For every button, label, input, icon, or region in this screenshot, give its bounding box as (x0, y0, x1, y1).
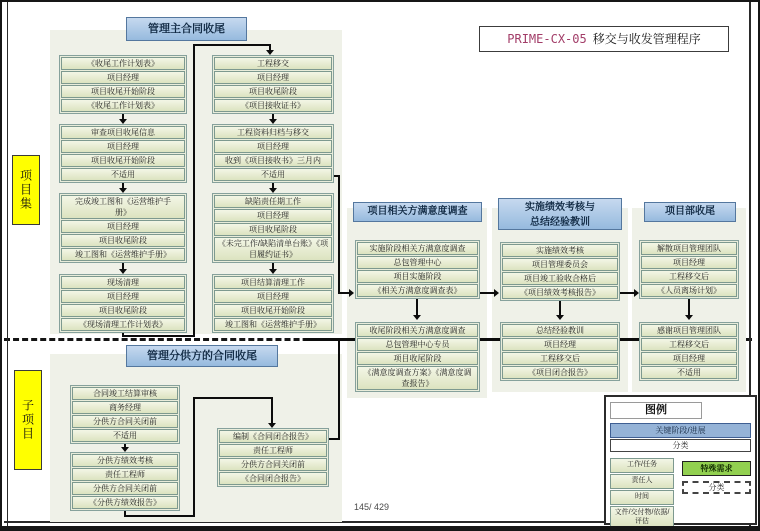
flow-box (59, 55, 187, 114)
box-row: 不适用 (72, 429, 178, 442)
arrow-down-icon (413, 315, 421, 320)
flow-box (355, 240, 480, 299)
flow-box (212, 193, 334, 263)
box-row: 感谢项目管理团队 (641, 324, 737, 337)
box-row: 项目实施阶段 (357, 270, 478, 283)
inner-left-border (7, 2, 8, 526)
flow-box (639, 322, 739, 381)
box-row: 审查项目收尾信息 (61, 126, 185, 139)
connector (304, 338, 355, 341)
box-row: 责任人 (610, 474, 674, 489)
flow-box (212, 124, 334, 183)
box-row: 文件/交付物/依据/评估 (610, 506, 674, 528)
box-row: 《合同闭合报告》 (219, 472, 327, 485)
box-row: 项目经理 (61, 71, 185, 84)
box-row: 总包管理中心专员 (357, 338, 478, 351)
header-line: 总结经验教训 (530, 217, 590, 228)
box-row: 总包管理中心 (357, 256, 478, 269)
lane-label-subproject: 子项目 (14, 370, 42, 470)
connector (193, 44, 195, 337)
box-row: 时间 (610, 490, 674, 505)
legend-title: 图例 (610, 402, 702, 419)
box-row: 收到《项目接收书》三月内 (214, 154, 332, 167)
box-row: 项目经理 (214, 71, 332, 84)
title-code: PRIME-CX-05 (507, 32, 587, 46)
box-row: 责任工程师 (72, 468, 178, 481)
box-row: 编制《合同闭合报告》 (219, 430, 327, 443)
box-row: 项目结算清理工作 (214, 276, 332, 289)
connector (193, 398, 195, 517)
box-row: 《项目接收证书》 (214, 99, 332, 112)
connector (338, 175, 340, 293)
connector (338, 292, 349, 294)
box-row: 项目经理 (214, 140, 332, 153)
box-row: 合同竣工结算审核 (72, 387, 178, 400)
page-number: 145/ 429 (354, 502, 390, 512)
legend-category: 分类 (610, 439, 751, 452)
box-row: 竣工图和《运营维护手册》 (214, 318, 332, 331)
connector (271, 398, 273, 423)
arrow-down-icon (685, 315, 693, 320)
flow-box (59, 124, 187, 183)
box-row: 工程资料归档与移交 (214, 126, 332, 139)
box-row: 《现场清理工作计划表》 (61, 318, 185, 331)
box-row: 工程移交后 (641, 270, 737, 283)
flow-box (355, 322, 480, 392)
box-row: 《未完工作/缺陷清单台账》《项目履约证书》 (214, 237, 332, 261)
box-row: 责任工程师 (219, 444, 327, 457)
box-row: 不适用 (61, 168, 185, 181)
flow-box (212, 55, 334, 114)
box-row: 项目经理 (502, 338, 618, 351)
box-row: 项目收尾开始阶段 (61, 154, 185, 167)
box-row: 缺陷责任期工作 (214, 195, 332, 208)
box-row: 工程移交后 (502, 352, 618, 365)
box-row: 工程移交 (214, 57, 332, 70)
box-row: 项目收尾开始阶段 (61, 85, 185, 98)
connector (124, 515, 195, 517)
box-row: 实施阶段相关方满意度调查 (357, 242, 478, 255)
box-row: 项目经理 (641, 256, 737, 269)
box-row: 项目经理 (214, 209, 332, 222)
box-row: 《人员离场计划》 (641, 284, 737, 297)
connector (338, 341, 340, 439)
box-row: 项目经理 (61, 220, 185, 233)
box-row: 商务经理 (72, 401, 178, 414)
box-row: 分供方合同关闭前 (219, 458, 327, 471)
legend-box (604, 395, 757, 525)
flow-box (59, 193, 187, 263)
title-name: 移交与收发管理程序 (592, 32, 701, 46)
box-row: 项目收尾阶段 (61, 304, 185, 317)
box-row: 竣工图和《运营维护手册》 (61, 248, 185, 261)
flow-box (59, 274, 187, 333)
box-row: 工作/任务 (610, 458, 674, 473)
connector (480, 338, 500, 341)
legend-special-requirement: 特殊需求 (682, 461, 751, 476)
page-title-box (479, 26, 729, 52)
flow-box (500, 322, 620, 381)
legend-special-category: 分类 (682, 481, 751, 494)
connector (193, 397, 273, 399)
lane-label-program: 项目集 (12, 155, 40, 225)
section-header-performance (498, 198, 622, 230)
box-row: 实施绩效考核 (502, 244, 618, 257)
box-row: 项目收尾阶段 (214, 223, 332, 236)
flow-box (217, 428, 329, 487)
box-row: 工程移交后 (641, 338, 737, 351)
connector (416, 299, 418, 315)
box-row: 项目收尾阶段 (357, 352, 478, 365)
box-row: 项目经理 (61, 140, 185, 153)
box-row: 项目经理 (214, 290, 332, 303)
box-row: 《相关方满意度调查表》 (357, 284, 478, 297)
box-row: 总结经验教训 (502, 324, 618, 337)
box-row: 项目收尾阶段 (214, 85, 332, 98)
connector (480, 292, 494, 294)
legend-task-stack (610, 458, 674, 528)
box-row: 《收尾工作计划表》 (61, 57, 185, 70)
section-header-dept-closeout: 项目部收尾 (644, 202, 736, 222)
box-row: 完成竣工图和《运营维护手册》 (61, 195, 185, 219)
box-row: 《收尾工作计划表》 (61, 99, 185, 112)
flow-box (70, 452, 180, 511)
box-row: 项目经理 (61, 290, 185, 303)
box-row: 分供方合同关闭前 (72, 415, 178, 428)
connector (620, 338, 639, 341)
flow-box (500, 242, 620, 301)
box-row: 项目收尾阶段 (61, 234, 185, 247)
box-row: 不适用 (641, 366, 737, 379)
box-row: 解散项目管理团队 (641, 242, 737, 255)
box-row: 现场清理 (61, 276, 185, 289)
arrow-down-icon (556, 315, 564, 320)
box-row: 《项目闭合报告》 (502, 366, 618, 379)
connector (193, 44, 271, 46)
section-header-satisfaction: 项目相关方满意度调查 (353, 202, 482, 222)
header-line: 实施绩效考核与 (525, 202, 595, 213)
box-row: 不适用 (214, 168, 332, 181)
box-row: 分供方合同关闭前 (72, 482, 178, 495)
connector (620, 292, 634, 294)
box-row: 《项目绩效考核报告》 (502, 286, 618, 299)
arrow-right-icon (349, 289, 354, 297)
section-header-suppliers: 管理分供方的合同收尾 (126, 345, 278, 367)
flow-box (639, 240, 739, 299)
box-row: 收尾阶段相关方满意度调查 (357, 324, 478, 337)
box-row: 《分供方绩效报告》 (72, 496, 178, 509)
box-row: 《满意度调查方案》《满意度调查报告》 (357, 366, 478, 390)
box-row: 项目经理 (641, 352, 737, 365)
box-row: 分供方绩效考核 (72, 454, 178, 467)
box-row: 项目管理委员会 (502, 258, 618, 271)
connector (122, 335, 195, 337)
connector (688, 299, 690, 315)
flow-box (70, 385, 180, 444)
section-header-main-contract: 管理主合同收尾 (126, 17, 247, 41)
arrow-right-icon (494, 289, 499, 297)
box-row: 项目竣工验收合格后 (502, 272, 618, 285)
box-row: 项目收尾开始阶段 (214, 304, 332, 317)
legend-key-stage: 关键阶段/进展 (610, 423, 751, 438)
flow-box (212, 274, 334, 333)
connector (559, 301, 561, 315)
